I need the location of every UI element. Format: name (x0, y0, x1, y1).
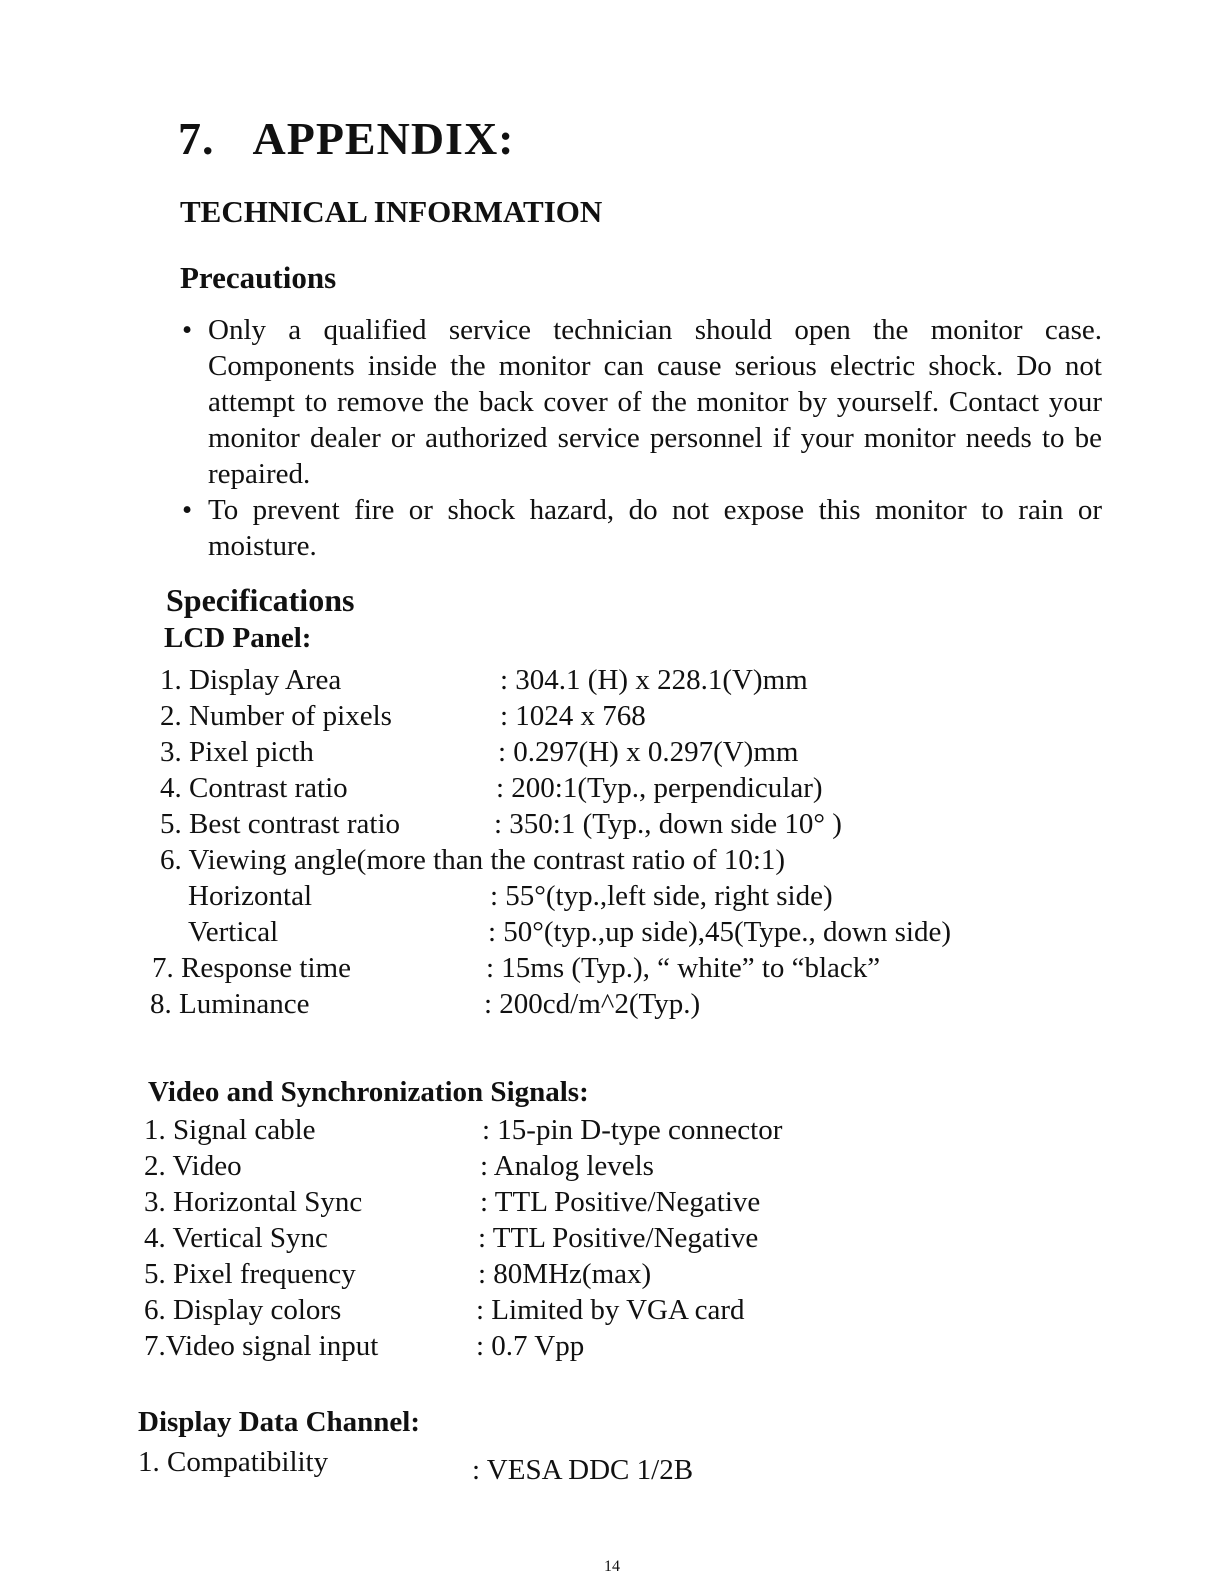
spec-row (160, 878, 1120, 914)
spec-label: 4. Contrast ratio (160, 772, 348, 804)
spec-row (144, 1256, 1104, 1292)
spec-label: 5. Pixel frequency (144, 1258, 356, 1290)
spec-value: : 15ms (Typ.), “ white” to “black” (486, 952, 881, 984)
spec-value: : TTL Positive/Negative (480, 1186, 761, 1218)
section-number: 7. (178, 113, 215, 164)
spec-label: 7.Video signal input (144, 1330, 379, 1362)
lcd-panel-heading: LCD Panel: (164, 622, 312, 654)
page-number: 14 (604, 1558, 620, 1575)
spec-row (150, 986, 1120, 1022)
spec-row (160, 914, 1120, 950)
spec-value: : 55°(typ.,left side, right side) (490, 880, 833, 912)
spec-value: : 15-pin D-type connector (482, 1114, 783, 1146)
precautions-heading: Precautions (180, 260, 337, 295)
spec-row (160, 842, 1120, 878)
spec-label: 4. Vertical Sync (144, 1222, 328, 1254)
technical-information-heading: TECHNICAL INFORMATION (180, 194, 603, 229)
spec-label: 7. Response time (152, 952, 351, 984)
lcd-panel-specs (150, 662, 1120, 1022)
video-sync-heading: Video and Synchronization Signals: (148, 1076, 589, 1108)
spec-row (144, 1184, 1104, 1220)
spec-row (152, 950, 1120, 986)
spec-value: : 1024 x 768 (500, 700, 646, 732)
spec-value: : 350:1 (Typ., down side 10° ) (494, 808, 842, 840)
spec-row (144, 1220, 1104, 1256)
spec-value: : 80MHz(max) (478, 1258, 652, 1290)
ddc-heading: Display Data Channel: (138, 1406, 420, 1438)
spec-row (160, 734, 1120, 770)
spec-value: : 304.1 (H) x 228.1(V)mm (500, 664, 808, 696)
spec-label: 1. Compatibility (138, 1446, 329, 1478)
spec-row (144, 1112, 1104, 1148)
video-sync-specs (144, 1112, 1104, 1364)
spec-label: 2. Number of pixels (160, 700, 392, 732)
spec-label: Vertical (188, 916, 279, 948)
spec-row (160, 698, 1120, 734)
ddc-specs (138, 1444, 1098, 1486)
spec-row (160, 770, 1120, 806)
spec-label: 1. Display Area (160, 664, 342, 696)
appendix-heading (178, 112, 514, 165)
spec-value: : 50°(typ.,up side),45(Type., down side) (488, 916, 952, 948)
spec-row (138, 1444, 1098, 1486)
spec-label: 5. Best contrast ratio (160, 808, 401, 840)
precaution-item: • Only a qualified service technician should open the monitor case. Components inside the monitor can cause serious electric shock. Do not attempt to remove the back cover of the monitor by yourself. Contact your monitor dealer or authorized service personnel if your monitor needs to be repaired. (182, 312, 1102, 492)
precaution-item: • To prevent fire or shock hazard, do not expose this monitor to rain or moisture. (182, 492, 1102, 564)
spec-row (144, 1328, 1104, 1364)
spec-value: : TTL Positive/Negative (478, 1222, 759, 1254)
spec-value: : Analog levels (480, 1150, 654, 1182)
spec-row (160, 806, 1120, 842)
spec-row (160, 662, 1120, 698)
precautions-list (182, 312, 1102, 564)
spec-label: 2. Video (144, 1150, 242, 1182)
spec-label: 6. Viewing angle(more than the contrast ratio of 10:1) (160, 844, 786, 876)
spec-row (144, 1148, 1104, 1184)
section-title: APPENDIX: (252, 113, 515, 164)
spec-label: 3. Horizontal Sync (144, 1186, 363, 1218)
spec-label: 6. Display colors (144, 1294, 342, 1326)
spec-value: : 200cd/m^2(Typ.) (484, 988, 701, 1020)
spec-value: : 0.7 Vpp (476, 1330, 585, 1362)
spec-value: : 200:1(Typ., perpendicular) (496, 772, 823, 804)
spec-label: Horizontal (188, 880, 313, 912)
spec-value: : 0.297(H) x 0.297(V)mm (498, 736, 799, 768)
spec-row (144, 1292, 1104, 1328)
spec-value: : Limited by VGA card (476, 1294, 745, 1326)
spec-label: 1. Signal cable (144, 1114, 316, 1146)
spec-label: 3. Pixel picth (160, 736, 314, 768)
spec-value: : VESA DDC 1/2B (472, 1454, 694, 1486)
specifications-heading: Specifications (166, 582, 355, 618)
spec-label: 8. Luminance (150, 988, 310, 1020)
